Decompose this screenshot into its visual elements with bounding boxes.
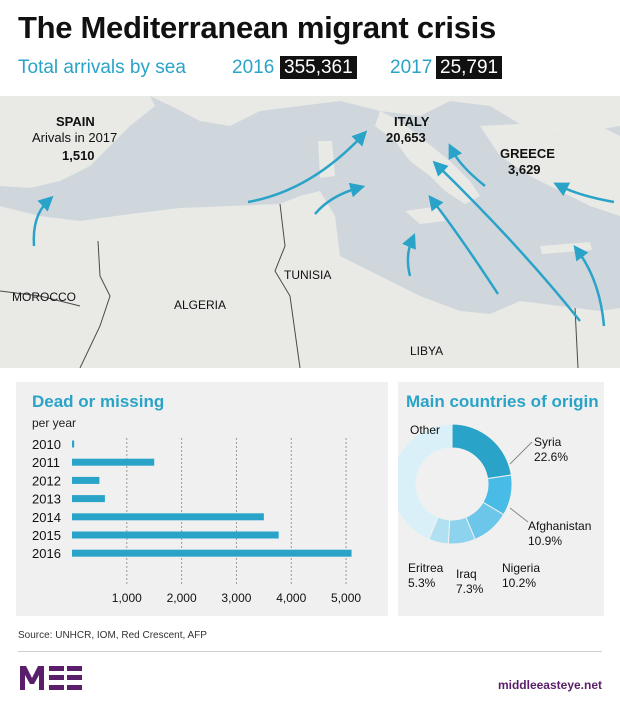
slice-value-label: 10.2%	[502, 576, 537, 590]
italy-label: ITALY	[394, 114, 430, 129]
year-2017-label: 2017	[390, 57, 433, 78]
slice-value-label: 7.3%	[456, 582, 484, 596]
slice-value-label: 5.3%	[408, 576, 436, 590]
arrivals-summary	[18, 56, 618, 82]
y-category-label: 2013	[32, 491, 61, 507]
page-title: The Mediterranean migrant crisis	[18, 10, 496, 45]
bar-2016	[72, 550, 352, 557]
bar-2014	[72, 513, 264, 520]
bar-2010	[72, 441, 74, 448]
bar-2012	[72, 477, 99, 484]
afghanistan-leader-line	[510, 508, 528, 522]
arrow-libya-1	[408, 240, 412, 276]
y-category-label: 2016	[32, 546, 61, 562]
slice-name-label: Syria	[534, 435, 562, 449]
greece-value: 3,629	[508, 162, 541, 177]
slice-value-label: 10.9%	[528, 534, 563, 548]
x-tick-label: 1,000	[111, 591, 142, 605]
bar-2015	[72, 532, 279, 539]
slice-value-label: 22.6%	[534, 450, 569, 464]
slice-name-label: Afghanistan	[528, 519, 592, 533]
greece-label: GREECE	[500, 146, 555, 161]
libya-label: LIBYA	[410, 344, 444, 358]
migration-map	[0, 96, 620, 368]
spain-value: 1,510	[62, 148, 95, 163]
bar-2013	[72, 495, 105, 502]
dead-missing-title: Dead or missing	[32, 392, 165, 411]
slice-name-label: Other	[410, 423, 441, 437]
arrivals-label: Total arrivals by sea	[18, 57, 186, 78]
bar-2011	[72, 459, 154, 466]
tunisia-label: TUNISIA	[284, 268, 332, 282]
morocco-label: MOROCCO	[12, 290, 76, 304]
dead-missing-panel	[16, 382, 388, 616]
year-2016-label: 2016	[232, 57, 275, 78]
dead-missing-subtitle: per year	[32, 416, 77, 430]
slice-name-label: Nigeria	[502, 561, 541, 575]
x-tick-label: 4,000	[276, 591, 307, 605]
y-category-label: 2010	[32, 437, 61, 452]
y-category-label: 2014	[32, 509, 61, 525]
x-tick-label: 5,000	[331, 591, 362, 605]
syria-leader-line	[510, 442, 532, 464]
spain-sub-label: Arivals in 2017	[32, 130, 118, 145]
greece-land	[480, 124, 620, 216]
source-note: Source: UNHCR, IOM, Red Crescent, AFP	[18, 630, 207, 641]
x-tick-label: 2,000	[166, 591, 197, 605]
slice-name-label: Iraq	[456, 567, 477, 581]
origin-donut-chart	[398, 382, 604, 616]
mee-logo	[18, 662, 84, 692]
spain-label: SPAIN	[56, 114, 95, 129]
dead-missing-bar-chart	[16, 382, 388, 616]
italy-value: 20,653	[386, 130, 426, 145]
total-2016-value: 355,361	[280, 56, 357, 79]
algeria-label: ALGERIA	[174, 298, 227, 312]
footer-divider	[18, 651, 602, 652]
site-url: middleeasteye.net	[497, 678, 602, 692]
slice-syria	[452, 424, 511, 479]
total-2017-value: 25,791	[436, 56, 502, 79]
crete-land	[540, 242, 592, 254]
slice-name-label: Eritrea	[408, 561, 444, 575]
y-category-label: 2015	[32, 528, 61, 543]
origin-title: Main countries of origin	[406, 392, 599, 411]
x-tick-label: 3,000	[221, 591, 252, 605]
origin-panel	[398, 382, 604, 616]
y-category-label: 2011	[32, 455, 60, 471]
y-category-label: 2012	[32, 473, 61, 489]
